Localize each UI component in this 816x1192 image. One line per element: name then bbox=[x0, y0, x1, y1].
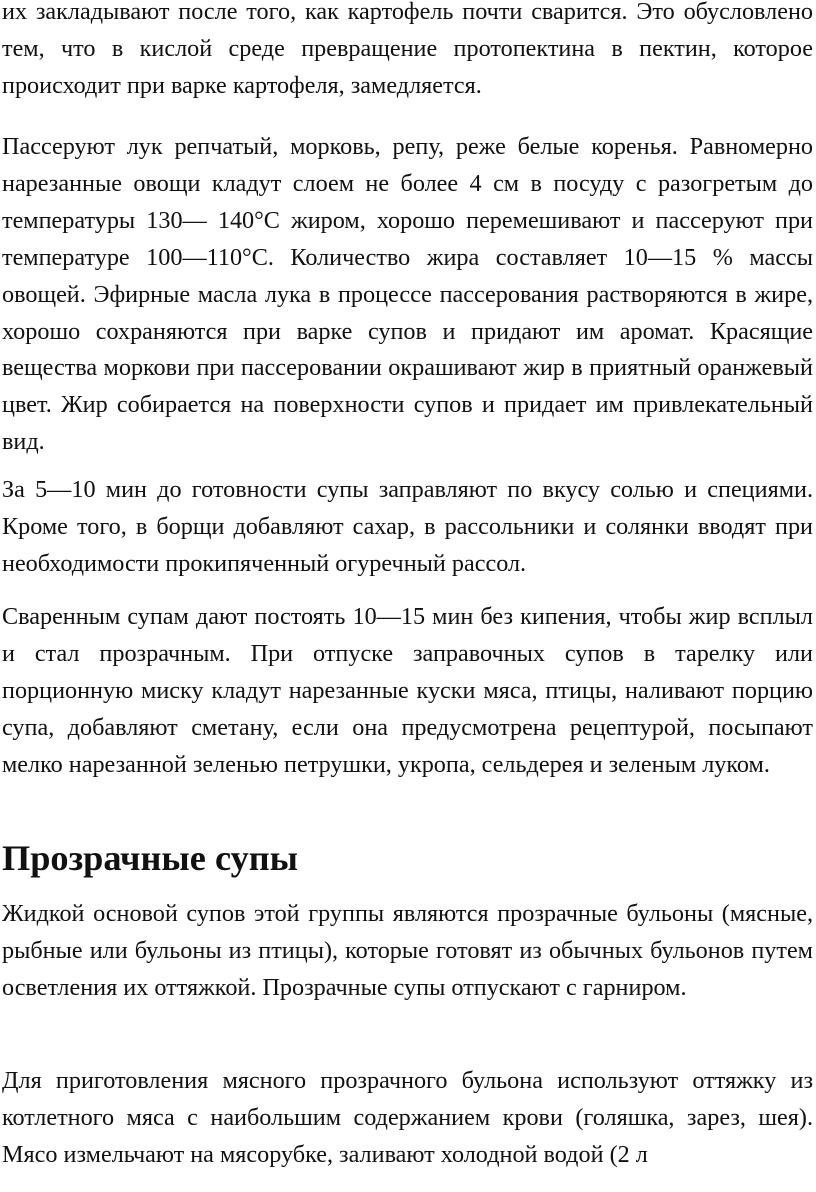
paragraph-serving: Сваренным супам дают постоять 10—15 мин без кипения, чтобы жир всплыл и стал прозрачным. При отпуске заправочных супов в тарелку или порционную миску кладут нарезанные куски мяса, птицы, наливают порцию супа, добавляют сметану, если она предусмотрена рецептурой, посыпают мелко нарезанной зеленью петрушки, укропа, сельдерея и зеленым луком. bbox=[2, 603, 813, 778]
paragraph-meat-clarification: Для приготовления мясного прозрачного бульона используют оттяжку из котлетного мяса с наибольшим содержанием крови (голяшка, зарез, шея). Мясо измельчают на мясорубке, заливают холодной водой (2 л bbox=[2, 1067, 813, 1168]
paragraph-passeruyut-vegetables: Пассеруют лук репчатый, морковь, репу, реже белые коренья. Равномерно нарезанные овощи кладут слоем не более 4 см в посуду с разогретым до температуры 130— 140°С жиром, хорошо перемешивают и пассеруют при температуре 100—110°С. Количество жира составляет 10—15 % массы овощей. Эфирные масла лука в процессе пассерования растворяются в жире, хорошо сохраняются при варке супов и придают им аромат. Красящие вещества моркови при пассеровании окрашивают жир в приятный оранжевый цвет. Жир собирается на поверхности супов и придает им привлекательный вид. bbox=[2, 133, 813, 456]
paragraph-potato-pectin: их закладывают после того, как картофель почти сварится. Это обусловлено тем, что в кислой среде превращение протопектина в пектин, которое происходит при варке картофеля, замедляется. bbox=[2, 0, 813, 99]
paragraph-clear-broth-base: Жидкой основой супов этой группы являются прозрачные бульоны (мясные, рыбные или бульоны из птицы), которые готовят из обычных бульонов путем осветления их оттяжкой. Прозрачные супы отпускают с гарниром. bbox=[2, 900, 813, 1001]
section-heading-clear-soups: Прозрачные супы bbox=[2, 838, 298, 878]
paragraph-seasoning: За 5—10 мин до готовности супы заправляют по вкусу солью и специями. Кроме того, в борщи добавляют сахар, в рассольники и солянки вводят при необходимости прокипяченный огуречный рассол. bbox=[2, 476, 813, 577]
